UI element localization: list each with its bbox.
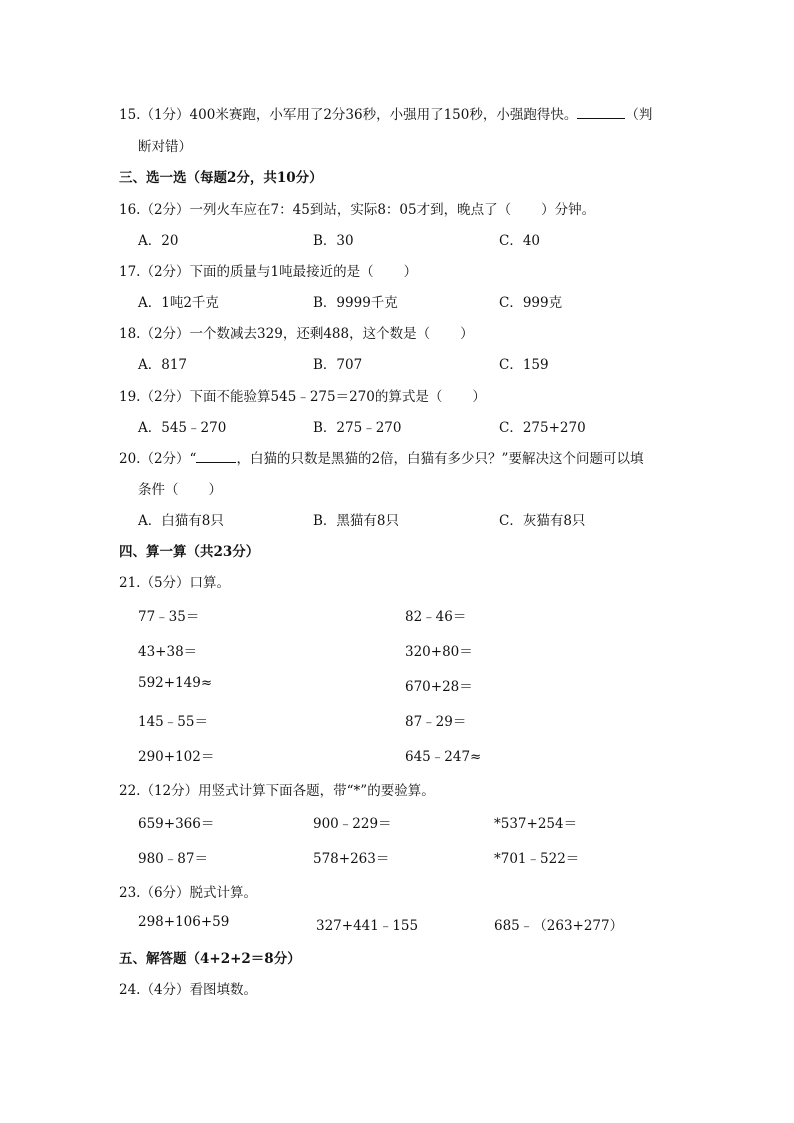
mental-math-item: 145﹣55＝ (138, 714, 208, 730)
question-23-title: 23.（6分）脱式计算。 (119, 885, 258, 901)
question-18-text: 18.（2分）一个数减去329，还剩488，这个数是（ (119, 326, 431, 342)
option-a[interactable]: A．545﹣270 (138, 420, 227, 436)
question-17 (119, 260, 417, 280)
option-a[interactable]: A．20 (138, 233, 179, 249)
step-calc-item: 298+106+59 (138, 914, 230, 930)
option-c[interactable]: C．159 (499, 357, 549, 373)
question-20-suffix: ） (208, 482, 222, 498)
question-19-suffix: ） (472, 389, 486, 405)
question-20-continued (138, 478, 222, 498)
question-15-continued: 断对错） (138, 139, 192, 155)
option-b[interactable]: B．30 (313, 233, 354, 249)
vertical-calc-item: 980﹣87＝ (138, 851, 208, 867)
question-16 (119, 198, 595, 218)
question-20-text: 20.（2分）“ (119, 451, 197, 467)
vertical-calc-item: 900﹣229＝ (313, 816, 392, 832)
option-b[interactable]: B．275﹣270 (313, 420, 402, 436)
question-17-suffix: ） (403, 264, 418, 280)
section-3-heading: 三、选一选（每题2分，共10分） (119, 170, 323, 186)
question-18 (119, 322, 474, 342)
option-b[interactable]: B．9999千克 (313, 295, 398, 311)
mental-math-item: 43+38＝ (138, 644, 198, 660)
question-15 (119, 103, 652, 123)
section-4-heading: 四、算一算（共23分） (119, 544, 260, 560)
question-15-suffix: （判 (625, 107, 653, 123)
vertical-calc-item: *537+254＝ (494, 816, 578, 832)
question-19-text: 19.（2分）下面不能验算545﹣275＝270的算式是（ (119, 389, 443, 405)
question-15-text: 15.（1分）400米赛跑，小军用了2分36秒，小强用了150秒，小强跑得快。 (119, 107, 578, 123)
mental-math-item: 592+149≈ (138, 675, 213, 691)
mental-math-item: 290+102＝ (138, 749, 215, 765)
question-18-suffix: ） (460, 326, 474, 342)
option-c[interactable]: C．40 (499, 233, 541, 249)
mental-math-item: 87﹣29＝ (405, 714, 467, 730)
question-20-condition: 条件（ (138, 482, 179, 498)
question-22-title: 22.（12分）用竖式计算下面各题，带“*”的要验算。 (119, 783, 435, 799)
option-a[interactable]: A．1吨2千克 (138, 295, 219, 311)
question-17-text: 17.（2分）下面的质量与1吨最接近的是（ (119, 264, 374, 280)
question-24-title: 24.（4分）看图填数。 (119, 982, 258, 998)
vertical-calc-item: 578+263＝ (313, 851, 390, 867)
step-calc-item: 327+441﹣155 (316, 918, 419, 934)
question-21-title: 21.（5分）口算。 (119, 575, 231, 591)
option-c[interactable]: C．275+270 (499, 420, 586, 436)
vertical-calc-item: 659+366＝ (138, 816, 215, 832)
mental-math-item: 645﹣247≈ (405, 749, 482, 765)
option-a[interactable]: A．817 (138, 357, 188, 373)
mental-math-item: 82﹣46＝ (405, 609, 467, 625)
option-a[interactable]: A．白猫有8只 (138, 513, 224, 529)
section-5-heading: 五、解答题（4+2+2＝8分） (119, 951, 301, 967)
option-c[interactable]: C．灰猫有8只 (499, 513, 586, 529)
question-16-text: 16.（2分）一列火车应在7：45到站，实际8：05才到，晚点了（ (119, 202, 512, 218)
answer-blank[interactable] (577, 105, 625, 120)
option-b[interactable]: B．707 (313, 357, 363, 373)
option-b[interactable]: B．黑猫有8只 (313, 513, 400, 529)
mental-math-item: 320+80＝ (405, 644, 473, 660)
question-19 (119, 385, 486, 405)
question-16-suffix: ）分钟。 (541, 202, 596, 218)
step-calc-item: 685﹣（263+277） (494, 918, 624, 934)
vertical-calc-item: *701﹣522＝ (494, 851, 580, 867)
mental-math-item: 77﹣35＝ (138, 609, 200, 625)
question-20 (119, 447, 643, 467)
mental-math-item: 670+28＝ (405, 679, 473, 695)
answer-blank[interactable] (196, 449, 236, 464)
option-c[interactable]: C．999克 (499, 295, 563, 311)
question-20-text-cont: ，白猫的只数是黑猫的2倍，白猫有多少只？”要解决这个问题可以填 (236, 451, 644, 467)
